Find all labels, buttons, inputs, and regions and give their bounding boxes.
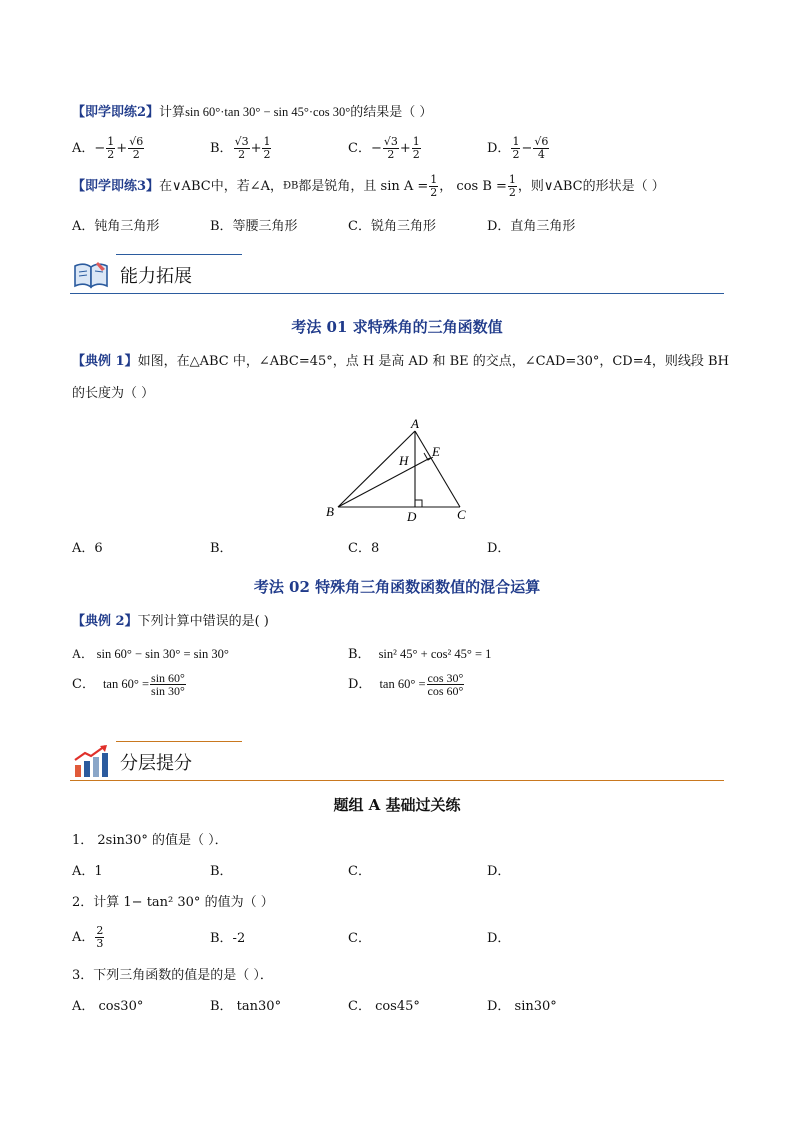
denominator: cos 60° — [427, 684, 464, 698]
fraction — [511, 136, 520, 161]
numerator: 2 — [96, 924, 104, 937]
section-title: 能力拓展 — [120, 266, 192, 287]
section-title: 分层提分 — [120, 753, 192, 774]
option-b — [210, 136, 272, 161]
option-label: C． — [348, 141, 371, 156]
example-tag: 【典例 2】 — [72, 614, 138, 629]
group-a-title: 题组 A 基础过关练 — [333, 796, 461, 814]
option-a: A．钝角三角形 — [72, 219, 160, 234]
fraction — [412, 136, 421, 161]
example-text: 如图，在△ABC 中，∠ABC=45°，点 H 是高 AD 和 BE 的交点，∠CAD=30°，CD=4，则线段 BH — [137, 354, 729, 369]
fraction — [234, 136, 250, 161]
example-text: 下列计算中错误的是( ) — [137, 614, 269, 629]
option-a: A． sin 60° − sin 30° = sin 30° — [72, 647, 229, 661]
option-c: C．锐角三角形 — [348, 219, 436, 234]
label-h: H — [399, 453, 409, 468]
denominator: 2 — [387, 148, 395, 161]
fraction — [150, 672, 186, 697]
option-label: D． — [348, 677, 372, 692]
example1-line2: 的长度为（ ） — [72, 386, 155, 401]
option-expression: sin² 45° + cos² 45° = 1 — [378, 647, 492, 661]
denominator: 2 — [263, 148, 271, 161]
operator: + — [250, 141, 262, 156]
denominator: 2 — [512, 148, 520, 161]
section-topline — [116, 254, 242, 255]
label-d: D — [407, 509, 417, 524]
numerator: 1 — [430, 173, 438, 186]
numerator: √6 — [129, 135, 144, 148]
option-a: A． cos30° — [72, 999, 144, 1014]
question-text-1: 在∨ABC中，若∠A， — [159, 179, 283, 194]
question-tag: 【即学即练2】 — [72, 105, 160, 120]
numerator: 1 — [508, 173, 516, 186]
label-b: B — [326, 504, 334, 519]
example1-line1 — [72, 354, 729, 370]
option-d: D． sin30° — [487, 999, 557, 1014]
example-tag: 【典例 1】 — [72, 354, 138, 369]
option-label: B． — [348, 647, 371, 662]
book-icon — [72, 258, 112, 292]
fraction — [106, 136, 115, 161]
denominator: 2 — [107, 148, 115, 161]
fraction — [533, 136, 549, 161]
numerator: cos 30° — [427, 671, 464, 685]
option-d: D．直角三角形 — [487, 219, 576, 234]
option-a — [72, 136, 145, 161]
option-c — [72, 672, 187, 697]
question-2: 2．计算 1− tan² 30° 的值为（ ） — [72, 895, 274, 910]
option-label: D． — [487, 141, 511, 156]
option-c: C．8 — [348, 541, 380, 556]
denominator: 2 — [430, 186, 438, 199]
option-label: A． — [72, 141, 95, 156]
growth-chart-icon — [72, 743, 112, 779]
numerator: √3 — [234, 135, 249, 148]
numerator: sin 60° — [151, 671, 185, 685]
option-d — [487, 136, 550, 161]
numerator: 1 — [512, 135, 520, 148]
section-topline — [116, 741, 242, 742]
angle-b-symbol: ÐB — [282, 180, 299, 192]
option-d: D． — [487, 864, 511, 879]
question-text-5: ，则∨ABC的形状是（ ） — [517, 179, 665, 194]
denominator: 2 — [132, 148, 140, 161]
option-d: D． — [487, 931, 511, 946]
fraction — [508, 174, 517, 199]
fraction — [429, 174, 438, 199]
option-lhs: tan 60° = — [379, 677, 426, 691]
fraction — [427, 672, 465, 697]
denominator: 2 — [238, 148, 246, 161]
fraction — [262, 136, 271, 161]
option-a — [72, 925, 105, 950]
option-c — [348, 136, 422, 161]
question-text-post: 的结果是（ ） — [350, 105, 433, 120]
denominator: 4 — [537, 148, 545, 161]
triangle-figure — [320, 414, 480, 526]
section-underline — [70, 293, 724, 294]
denominator: 2 — [508, 186, 516, 199]
question-jxjl3 — [72, 174, 665, 199]
question-text-4: ， cos B = — [439, 179, 507, 194]
sign: − — [370, 141, 382, 156]
denominator: 3 — [96, 937, 104, 950]
fraction — [95, 925, 104, 950]
label-a: A — [411, 416, 419, 431]
label-c: C — [457, 507, 466, 522]
question-tag: 【即学即练3】 — [72, 179, 160, 194]
option-c: C． — [348, 931, 371, 946]
option-d — [348, 672, 465, 697]
option-a: A．1 — [72, 864, 103, 879]
section-header-ability — [70, 254, 724, 294]
option-label: C． — [72, 677, 95, 692]
option-b: B． — [210, 541, 233, 556]
kaofa-02-title: 考法 02 特殊角三角函数函数值的混合运算 — [253, 578, 541, 596]
option-b — [348, 646, 491, 663]
question-1: 1． 2sin30° 的值是（ ）． — [72, 833, 228, 848]
numerator: 1 — [107, 135, 115, 148]
denominator: sin 30° — [151, 684, 185, 698]
option-b: B． — [210, 864, 233, 879]
option-b: B． tan30° — [210, 999, 282, 1014]
option-b: B．等腰三角形 — [210, 219, 298, 234]
section-underline — [70, 780, 724, 781]
numerator: 1 — [263, 135, 271, 148]
operator: − — [521, 141, 533, 156]
kaofa-01-title: 考法 01 求特殊角的三角函数值 — [291, 318, 503, 336]
fraction — [128, 136, 144, 161]
example2-question — [72, 614, 269, 630]
question-text-3: 都是锐角，且 sin A = — [298, 179, 429, 194]
numerator: √6 — [534, 135, 549, 148]
numerator: √3 — [383, 135, 398, 148]
numerator: 1 — [412, 135, 420, 148]
option-c: C． — [348, 864, 371, 879]
operator: + — [399, 141, 411, 156]
question-jxjl2 — [72, 104, 432, 121]
option-b: B．-2 — [210, 931, 246, 946]
fraction — [383, 136, 399, 161]
denominator: 2 — [412, 148, 420, 161]
question-text-pre: 计算 — [159, 105, 186, 120]
option-c: C． cos45° — [348, 999, 420, 1014]
option-a: A．6 — [72, 541, 103, 556]
question-expression: sin 60°·tan 30° − sin 45°·cos 30° — [185, 105, 351, 119]
sign: − — [94, 141, 106, 156]
question-3: 3．下列三角函数的值是的是（ ）． — [72, 968, 273, 983]
option-label: A． — [72, 930, 95, 945]
section-header-layered — [70, 741, 724, 781]
operator: + — [116, 141, 128, 156]
label-e: E — [432, 444, 440, 459]
option-lhs: tan 60° = — [102, 677, 150, 691]
option-d: D． — [487, 541, 511, 556]
option-label: B． — [210, 141, 233, 156]
